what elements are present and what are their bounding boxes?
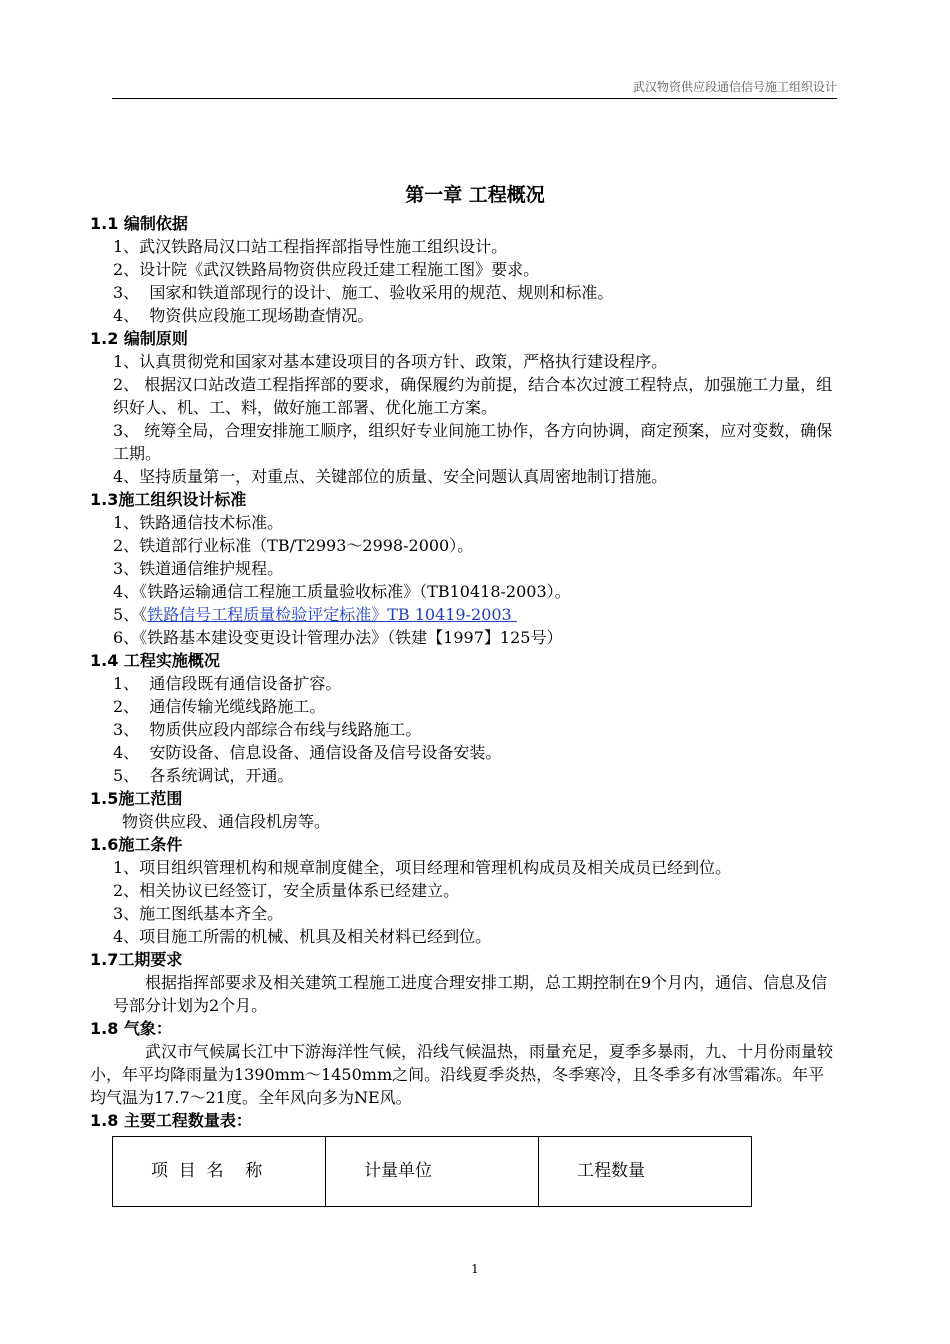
list-item: 6、《铁路基本建设变更设计管理办法》（铁建【1997】125号） [113,628,563,647]
list-item: 1、武汉铁路局汉口站工程指挥部指导性施工组织设计。 [113,237,508,256]
paragraph: 物资供应段、通信段机房等。 [122,812,331,831]
table-header-cell: 计量单位 [326,1137,539,1207]
section-heading-1-3: 1.3施工组织设计标准 [90,490,247,509]
list-item: 1、认真贯彻党和国家对基本建设项目的各项方针、政策，严格执行建设程序。 [113,352,668,371]
section-heading-1-5: 1.5施工范围 [90,789,183,808]
section-heading-1-7: 1.7工期要求 [90,950,183,969]
list-item: 3、 统筹全局，合理安排施工顺序，组织好专业间施工协作，各方向协调，商定预案，应对变数，确保工期。 [113,421,833,463]
list-item: 3、施工图纸基本齐全。 [113,904,284,923]
quantity-table [112,1136,752,1207]
list-item: 2、设计院《武汉铁路局物资供应段迁建工程施工图》要求。 [113,260,540,279]
list-item: 1、 通信段既有通信设备扩容。 [113,674,342,693]
list-item-prefix: 5、《 [113,605,148,624]
table-header-cell: 项 目 名 称 [113,1137,326,1207]
list-item: 2、 通信传输光缆线路施工。 [113,697,326,716]
list-item: 4、项目施工所需的机械、机具及相关材料已经到位。 [113,927,492,946]
standard-link[interactable]: 铁路信号工程质量检验评定标准》TB 10419-2003 [147,605,517,624]
section-heading-1-1: 1.1 编制依据 [90,214,188,233]
list-item: 2、 根据汉口站改造工程指挥部的要求，确保履约为前提，结合本次过渡工程特点，加强施工力量，组织好人、机、工、料，做好施工部署、优化施工方案。 [113,375,833,417]
paragraph: 根据指挥部要求及相关建筑工程施工进度合理安排工期，总工期控制在9个月内，通信、信息及信号部分计划为2个月。 [113,973,828,1015]
document-body [90,212,840,1207]
table-header-cell: 工程数量 [539,1137,752,1207]
list-item: 3、 国家和铁道部现行的设计、施工、验收采用的规范、规则和标准。 [113,283,614,302]
list-item-wrap [90,373,840,419]
list-item: 4、 安防设备、信息设备、通信设备及信号设备安装。 [113,743,502,762]
page-number: 1 [471,1262,479,1276]
paragraph: 武汉市气候属长江中下游海洋性气候，沿线气候温热，雨量充足，夏季多暴雨，九、十月份雨量较小，年平均降雨量为1390mm～1450mm之间。沿线夏季炎热，冬季寒冷，且冬季多有冰雪霜冻。年平均气温为17.7～21度。全年风向多为NE风。 [90,1042,834,1107]
section-heading-1-2: 1.2 编制原则 [90,329,188,348]
list-item: 4、《铁路运输通信工程施工质量验收标准》（TB10418-2003）。 [113,582,571,601]
section-heading-1-4: 1.4 工程实施概况 [90,651,220,670]
section-heading-1-8-weather: 1.8 气象： [90,1019,172,1038]
page-header [112,78,837,99]
chapter-title: 第一章 工程概况 [405,184,545,206]
list-item: 4、坚持质量第一，对重点、关键部位的质量、安全问题认真周密地制订措施。 [113,467,668,486]
header-text: 武汉物资供应段通信信号施工组织设计 [632,80,837,94]
table-header-row [113,1137,752,1207]
section-heading-1-6: 1.6施工条件 [90,835,183,854]
list-item: 1、铁路通信技术标准。 [113,513,284,532]
list-item: 1、项目组织管理机构和规章制度健全，项目经理和管理机构成员及相关成员已经到位。 [113,858,732,877]
list-item: 4、 物资供应段施工现场勘查情况。 [113,306,374,325]
list-item: 2、铁道部行业标准（TB/T2993～2998-2000）。 [113,536,474,555]
list-item: 5、 各系统调试，开通。 [113,766,294,785]
list-item [90,603,840,626]
list-item: 3、 物质供应段内部综合布线与线路施工。 [113,720,422,739]
section-heading-1-8-quantities: 1.8 主要工程数量表： [90,1111,252,1130]
list-item: 2、相关协议已经签订，安全质量体系已经建立。 [113,881,460,900]
list-item: 3、铁道通信维护规程。 [113,559,284,578]
